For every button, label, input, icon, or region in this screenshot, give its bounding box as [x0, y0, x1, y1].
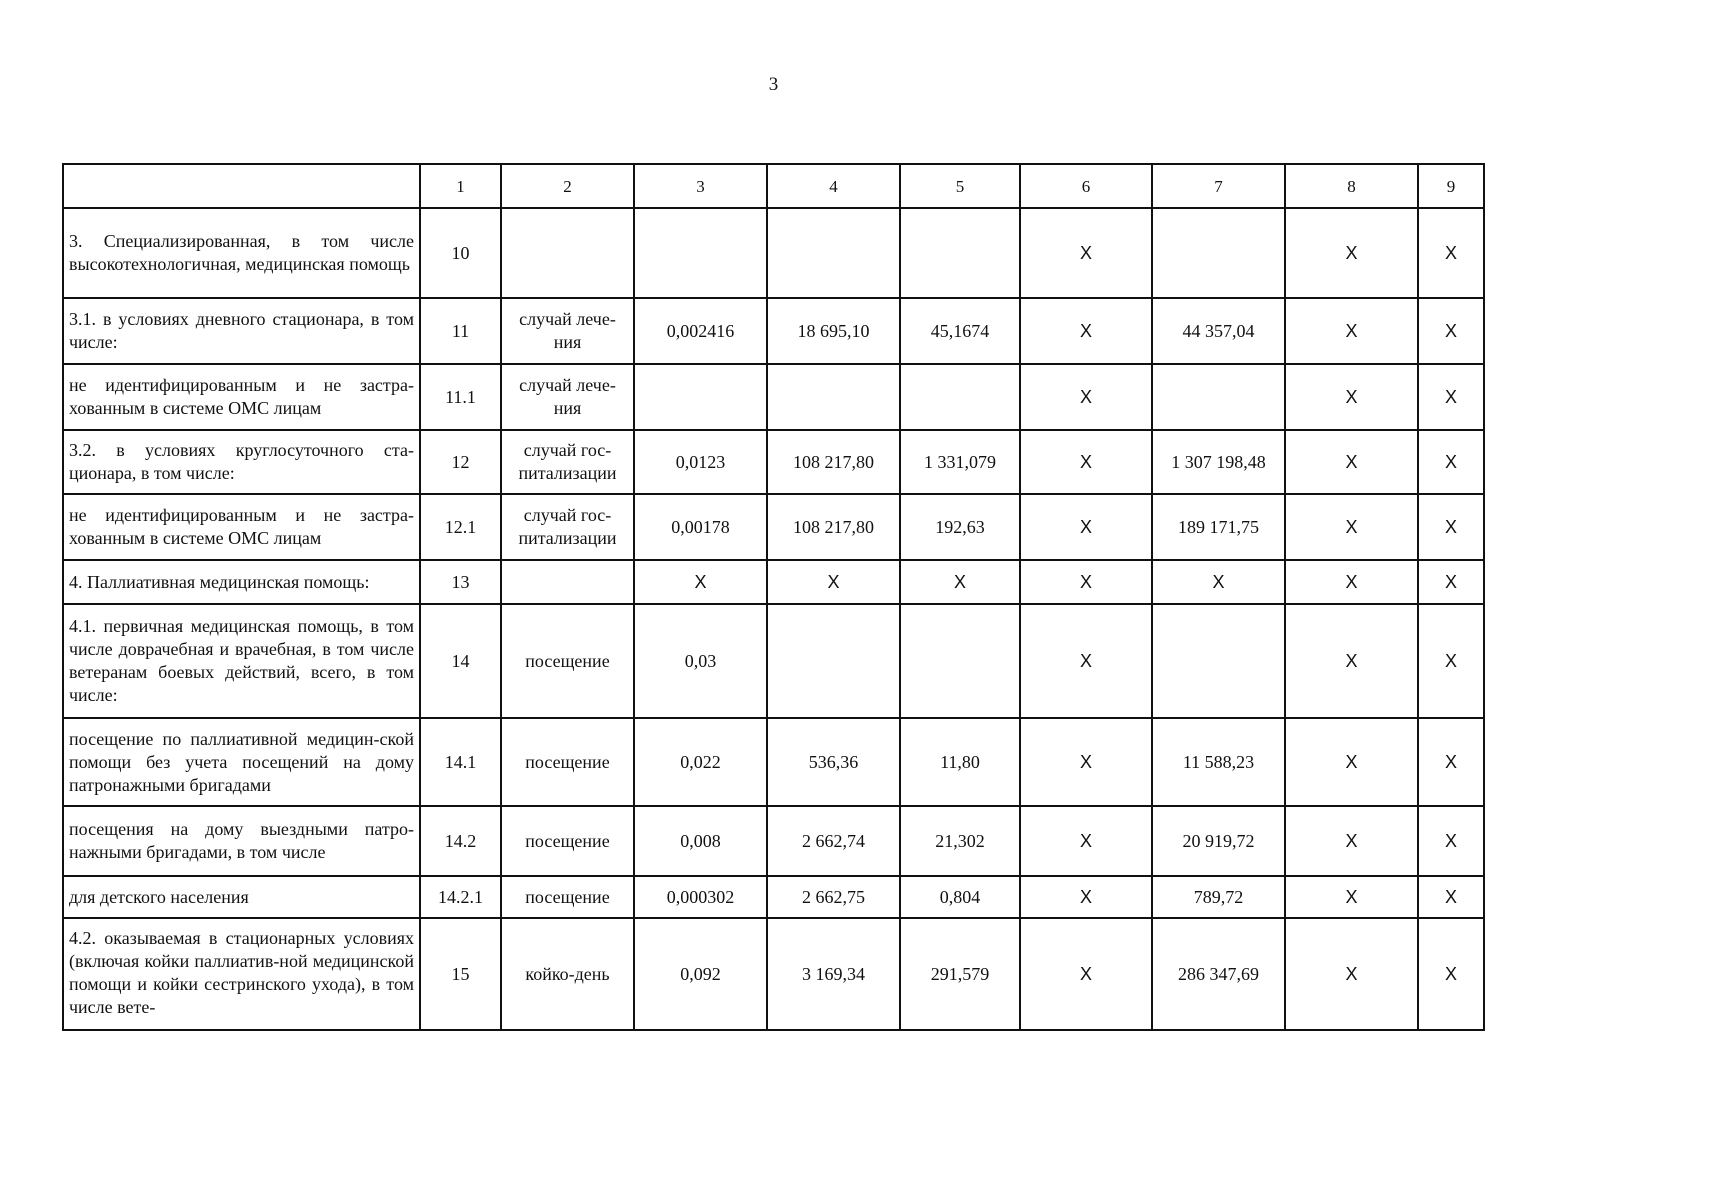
value-cell: X	[1418, 494, 1484, 560]
unit-cell: посещение	[501, 876, 634, 918]
header-row	[63, 164, 1484, 208]
value-cell: X	[1020, 604, 1152, 718]
value-cell: X	[1285, 918, 1418, 1030]
value-cell: X	[1285, 560, 1418, 604]
value-cell: X	[1285, 494, 1418, 560]
value-cell: X	[1418, 560, 1484, 604]
row-description: 4. Паллиативная медицинская помощь:	[63, 560, 420, 604]
row-description: 3. Специализированная, в том числе высокотехнологичная, медицинская помощь	[63, 208, 420, 298]
value-cell: 0,008	[634, 806, 767, 876]
value-cell: X	[1285, 806, 1418, 876]
value-cell: X	[1020, 718, 1152, 806]
value-cell	[634, 364, 767, 430]
page-number: 3	[768, 74, 779, 95]
value-cell: X	[1020, 494, 1152, 560]
table-row	[63, 560, 1484, 604]
row-number: 14	[420, 604, 501, 718]
value-cell: 3 169,34	[767, 918, 900, 1030]
value-cell	[767, 208, 900, 298]
value-cell: X	[1020, 430, 1152, 494]
unit-cell: посещение	[501, 806, 634, 876]
value-cell: X	[634, 560, 767, 604]
row-number: 12	[420, 430, 501, 494]
value-cell: X	[1285, 430, 1418, 494]
value-cell: 0,00178	[634, 494, 767, 560]
value-cell: 0,03	[634, 604, 767, 718]
value-cell: X	[1285, 208, 1418, 298]
table-row	[63, 298, 1484, 364]
value-cell: 1 307 198,48	[1152, 430, 1285, 494]
table-row	[63, 918, 1484, 1030]
value-cell: 108 217,80	[767, 430, 900, 494]
value-cell: X	[1418, 604, 1484, 718]
value-cell: X	[1152, 560, 1285, 604]
value-cell	[900, 364, 1020, 430]
header-cell: 3	[634, 164, 767, 208]
row-number: 11.1	[420, 364, 501, 430]
value-cell: 0,0123	[634, 430, 767, 494]
table-row	[63, 876, 1484, 918]
header-cell: 6	[1020, 164, 1152, 208]
table-row	[63, 364, 1484, 430]
header-cell: 5	[900, 164, 1020, 208]
value-cell	[1152, 604, 1285, 718]
header-cell: 1	[420, 164, 501, 208]
value-cell: X	[1020, 208, 1152, 298]
unit-cell: случай лече-ния	[501, 298, 634, 364]
value-cell: 2 662,75	[767, 876, 900, 918]
row-description: 4.2. оказываемая в стационарных условиях (включая койки паллиатив-ной медицинской помощи и койки сестринского ухода), в том числе вете-	[63, 918, 420, 1030]
unit-cell	[501, 208, 634, 298]
header-cell: 8	[1285, 164, 1418, 208]
value-cell: X	[1418, 298, 1484, 364]
value-cell: 45,1674	[900, 298, 1020, 364]
value-cell: 0,804	[900, 876, 1020, 918]
value-cell: 789,72	[1152, 876, 1285, 918]
value-cell: 20 919,72	[1152, 806, 1285, 876]
value-cell	[1152, 364, 1285, 430]
header-cell: 7	[1152, 164, 1285, 208]
value-cell: X	[1020, 560, 1152, 604]
unit-cell: койко-день	[501, 918, 634, 1030]
unit-cell: посещение	[501, 718, 634, 806]
value-cell: X	[1020, 298, 1152, 364]
value-cell: X	[900, 560, 1020, 604]
value-cell: X	[1020, 806, 1152, 876]
value-cell	[767, 604, 900, 718]
header-cell	[63, 164, 420, 208]
value-cell: 108 217,80	[767, 494, 900, 560]
row-description: 3.2. в условиях круглосуточного ста-ционара, в том числе:	[63, 430, 420, 494]
value-cell: X	[1285, 876, 1418, 918]
value-cell: 11 588,23	[1152, 718, 1285, 806]
value-cell: X	[1020, 364, 1152, 430]
value-cell: 0,022	[634, 718, 767, 806]
value-cell: X	[1418, 918, 1484, 1030]
unit-cell: случай гос-питализации	[501, 494, 634, 560]
value-cell	[1152, 208, 1285, 298]
value-cell: 2 662,74	[767, 806, 900, 876]
value-cell: 18 695,10	[767, 298, 900, 364]
header-cell: 2	[501, 164, 634, 208]
row-description: не идентифицированным и не застра-хованным в системе ОМС лицам	[63, 364, 420, 430]
value-cell: X	[1418, 876, 1484, 918]
value-cell: 44 357,04	[1152, 298, 1285, 364]
value-cell: X	[1418, 430, 1484, 494]
row-number: 15	[420, 918, 501, 1030]
row-description: посещения на дому выездными патро-нажными бригадами, в том числе	[63, 806, 420, 876]
value-cell: 189 171,75	[1152, 494, 1285, 560]
unit-cell: посещение	[501, 604, 634, 718]
row-number: 12.1	[420, 494, 501, 560]
value-cell	[900, 604, 1020, 718]
row-number: 13	[420, 560, 501, 604]
value-cell: X	[1020, 918, 1152, 1030]
value-cell: X	[1285, 718, 1418, 806]
value-cell: 11,80	[900, 718, 1020, 806]
table-row	[63, 604, 1484, 718]
value-cell: 21,302	[900, 806, 1020, 876]
table-row	[63, 806, 1484, 876]
value-cell: X	[1285, 604, 1418, 718]
table-row	[63, 718, 1484, 806]
row-number: 14.2	[420, 806, 501, 876]
value-cell: 192,63	[900, 494, 1020, 560]
value-cell: 0,092	[634, 918, 767, 1030]
value-cell: X	[1285, 364, 1418, 430]
value-cell: 286 347,69	[1152, 918, 1285, 1030]
value-cell: 536,36	[767, 718, 900, 806]
table-row	[63, 430, 1484, 494]
value-cell	[767, 364, 900, 430]
value-cell: 291,579	[900, 918, 1020, 1030]
value-cell: 0,000302	[634, 876, 767, 918]
unit-cell	[501, 560, 634, 604]
row-description: 4.1. первичная медицинская помощь, в том числе доврачебная и врачебная, в том числе ветеранам боевых действий, всего, в том числе:	[63, 604, 420, 718]
value-cell	[634, 208, 767, 298]
row-description: не идентифицированным и не застра-хованным в системе ОМС лицам	[63, 494, 420, 560]
row-description: для детского населения	[63, 876, 420, 918]
value-cell: 1 331,079	[900, 430, 1020, 494]
table-row	[63, 208, 1484, 298]
table-row	[63, 494, 1484, 560]
value-cell: X	[767, 560, 900, 604]
value-cell: 0,002416	[634, 298, 767, 364]
header-cell: 4	[767, 164, 900, 208]
value-cell: X	[1020, 876, 1152, 918]
row-number: 11	[420, 298, 501, 364]
value-cell: X	[1285, 298, 1418, 364]
value-cell	[900, 208, 1020, 298]
row-number: 10	[420, 208, 501, 298]
row-number: 14.2.1	[420, 876, 501, 918]
value-cell: X	[1418, 718, 1484, 806]
row-description: посещение по паллиативной медицин-ской помощи без учета посещений на дому патронажными бригадами	[63, 718, 420, 806]
header-cell: 9	[1418, 164, 1484, 208]
value-cell: X	[1418, 208, 1484, 298]
value-cell: X	[1418, 364, 1484, 430]
value-cell: X	[1418, 806, 1484, 876]
unit-cell: случай лече-ния	[501, 364, 634, 430]
data-table	[62, 163, 1485, 1031]
unit-cell: случай гос-питализации	[501, 430, 634, 494]
row-description: 3.1. в условиях дневного стационара, в том числе:	[63, 298, 420, 364]
row-number: 14.1	[420, 718, 501, 806]
